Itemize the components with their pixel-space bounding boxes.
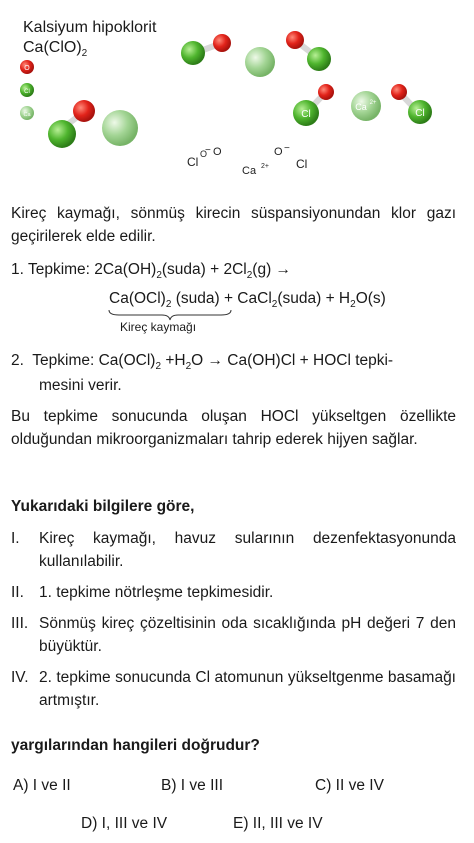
svg-text:O: O (213, 146, 222, 158)
option-a[interactable]: A) I ve II (13, 777, 71, 794)
option-d[interactable]: D) I, III ve IV (81, 815, 168, 832)
option-e[interactable]: E) II, III ve IV (233, 815, 323, 832)
statement-2: II. 1. tepkime nötrleşme tepkimesidir. (11, 584, 274, 601)
intro-paragraph: Kireç kaymağı, sönmüş kirecin süspansiyonundan klor gazı geçirilerek elde edilir. (11, 205, 456, 245)
svg-text:Cl: Cl (301, 109, 311, 120)
question-heading: Yukarıdaki bilgilere göre, (11, 498, 195, 515)
svg-text:2+: 2+ (369, 100, 377, 106)
legend-oxygen (20, 60, 34, 74)
svg-text:Cl: Cl (415, 108, 425, 119)
figure-title-line1: Kalsiyum hipoklorit (23, 19, 157, 36)
molecule-illustration (0, 0, 474, 190)
reaction-1-line2: $Ca(OCl)_2$ (suda) + CaCl$_2$(suda) + $H_2O(s)$ (109, 290, 386, 310)
reaction-2-line2: mesini verir. (39, 377, 122, 394)
legend-calcium (20, 106, 34, 120)
option-c[interactable]: C) II ve IV (315, 777, 384, 794)
reaction-2-line1: 2. Tepkime: $Ca(OCl)_2 +H_2O \to Ca(OH)Cl$ + HOCl tepki- (11, 352, 394, 372)
hocl-paragraph: Bu tepkime sonucunda oluşan HOCl yükseltgen özellikte olduğundan mikroorganizmaları tahrip ederek hijyen sağlar. (11, 408, 456, 448)
svg-text:2+: 2+ (261, 163, 269, 170)
svg-text:−: − (205, 145, 211, 156)
svg-text:O: O (200, 149, 208, 159)
svg-text:Cl: Cl (296, 157, 308, 171)
svg-text:Ca: Ca (23, 112, 31, 118)
question-tail: yargılarından hangileri doğrudur? (11, 737, 260, 754)
ion-balls (293, 84, 432, 126)
ion-labels (187, 143, 307, 177)
statement-3: III. Sönmüş kireç çözeltisinin oda sıcaklığında pH değeri 7 den büyüktür. (11, 615, 456, 655)
brace-label: Kireç kaymağı (120, 320, 197, 334)
figure-title-line2: $Ca(ClO)_2$ (23, 39, 88, 59)
molecule-1 (48, 100, 138, 148)
svg-text:Cl: Cl (24, 89, 30, 95)
statement-4: IV. 2. tepkime sonucunda Cl atomunun yükseltgenme basamağı artmıştır. (11, 669, 456, 709)
svg-text:O: O (274, 146, 283, 158)
svg-text:Cl: Cl (187, 155, 199, 169)
svg-text:Ca: Ca (355, 102, 367, 112)
legend-chlorine (20, 83, 34, 97)
svg-text:O: O (24, 65, 30, 72)
statement-1: I. Kireç kaymağı, havuz sularının dezenfektasyonunda kullanılabilir. (11, 530, 456, 570)
reaction-1-line1: 1. Tepkime: $2Ca(OH)_2(suda) + 2Cl_2(g)$ → (11, 261, 292, 281)
svg-text:Ca: Ca (242, 165, 257, 177)
molecule-2 (181, 31, 331, 77)
option-b[interactable]: B) I ve III (161, 777, 224, 794)
svg-text:−: − (284, 143, 290, 154)
statement-list (11, 527, 456, 712)
